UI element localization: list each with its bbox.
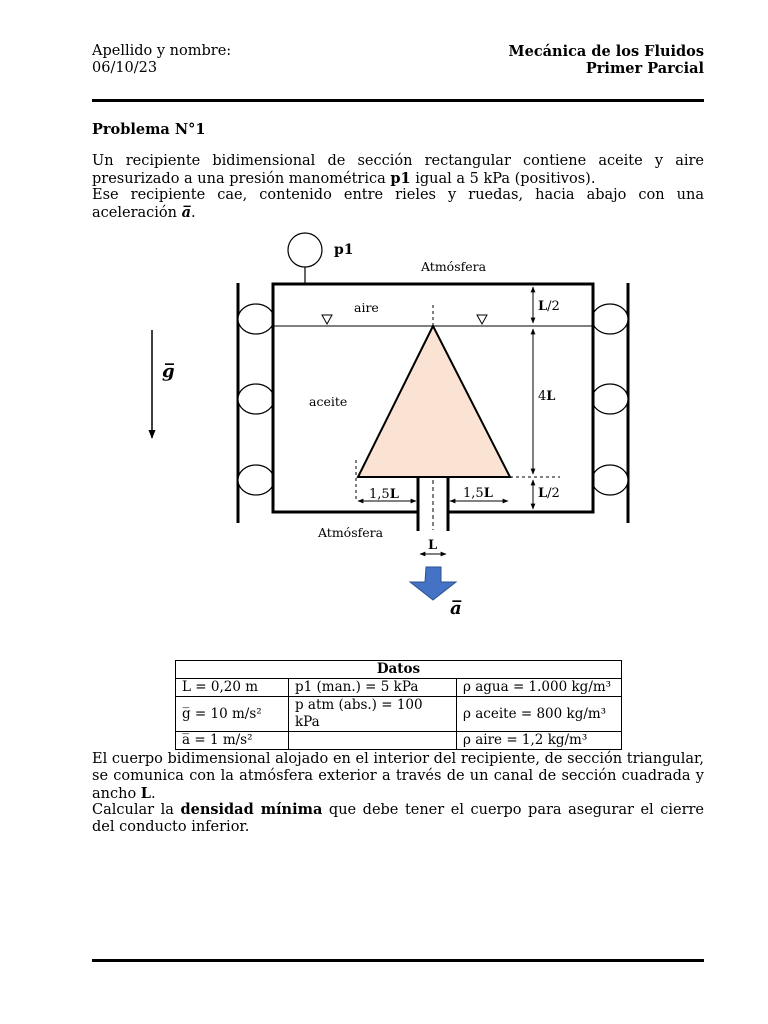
exam-date: 06/10/23	[92, 60, 158, 76]
table-cell: a̅ = 1 m/s²	[176, 732, 289, 750]
footer-divider	[92, 959, 704, 962]
table-row	[176, 732, 622, 750]
body-text: El cuerpo bidimensional alojado en el interior del recipiente, de sección triangular, se comunica con la atmósfera exterior a través de un canal de sección cuadrada y ancho	[92, 751, 704, 802]
exam-title: Primer Parcial	[585, 60, 704, 77]
statement-text-2: igual a 5 kPa (positivos).	[415, 171, 596, 187]
wheel	[238, 384, 274, 414]
wheel	[592, 384, 628, 414]
task-text-2: que debe tener el cuerpo para asegurar el cierre del conducto inferior.	[92, 802, 705, 835]
oil-label: aceite	[309, 394, 348, 409]
atmosphere-bottom-label: Atmósfera	[318, 525, 384, 540]
table-cell	[289, 732, 457, 750]
table-cell: g̅ = 10 m/s²	[176, 697, 289, 732]
pressure-gauge-icon	[288, 233, 322, 267]
wheel	[238, 465, 274, 495]
gauge-label: p1	[334, 242, 354, 258]
body-paragraph	[92, 751, 704, 803]
gravity-label: g̅	[162, 361, 175, 382]
data-table	[175, 660, 622, 750]
task-text: Calcular la	[92, 802, 174, 818]
data-table-title: Datos	[176, 661, 622, 679]
dim-left-label: 1,5L	[369, 487, 399, 502]
dim-right-label: 1,5L	[463, 486, 493, 501]
wheel	[238, 304, 274, 334]
acceleration-symbol: a̅	[181, 204, 191, 221]
dim-bottom-label: L/2	[538, 486, 560, 501]
table-cell: ρ aceite = 800 kg/m³	[457, 697, 622, 732]
course-title: Mecánica de los Fluidos	[508, 43, 704, 60]
acceleration-label: a̅	[450, 598, 462, 619]
task-paragraph	[92, 801, 704, 836]
dim-mid-label: 4L	[538, 389, 556, 404]
statement-text: Un recipiente bidimensional de sección rectangular contiene aceite y aire presurizado a una presión manométrica	[92, 153, 704, 187]
table-cell: p1 (man.) = 5 kPa	[289, 679, 457, 697]
p1-symbol: p1	[390, 170, 411, 187]
body-end: .	[151, 786, 156, 802]
table-cell: L = 0,20 m	[176, 679, 289, 697]
statement-text-3: Ese recipiente cae, contenido entre rieles y ruedas, hacia abajo con una aceleración	[92, 187, 704, 221]
dim-channel-label: L	[428, 538, 438, 553]
air-label: aire	[354, 300, 379, 315]
table-row	[176, 679, 622, 697]
problem-title: Problema N°1	[92, 121, 206, 138]
atmosphere-top-label: Atmósfera	[421, 259, 487, 274]
dim-top-label: L/2	[538, 299, 560, 314]
wheel	[592, 465, 628, 495]
table-cell: ρ agua = 1.000 kg/m³	[457, 679, 622, 697]
task-emphasis: densidad mínima	[180, 801, 323, 818]
table-row	[176, 697, 622, 732]
acceleration-arrow-icon	[410, 567, 456, 600]
table-cell: p atm (abs.) = 100 kPa	[289, 697, 457, 732]
wheel	[592, 304, 628, 334]
width-symbol: L	[140, 785, 151, 802]
statement-end: .	[190, 205, 196, 221]
student-name-label: Apellido y nombre:	[92, 43, 232, 59]
table-cell: ρ aire = 1,2 kg/m³	[457, 732, 622, 750]
